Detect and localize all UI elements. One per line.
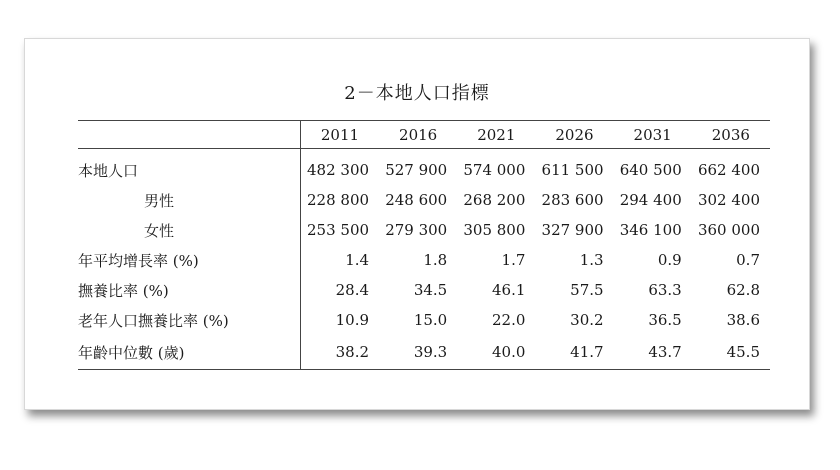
cell-value: 43.7 bbox=[614, 335, 692, 370]
cell-value: 38.6 bbox=[726, 311, 760, 329]
cell-value: 0.7 bbox=[736, 251, 760, 269]
table-title: 2－本地人口指標 bbox=[344, 83, 490, 104]
cell-value: 1.8 bbox=[423, 251, 448, 269]
cell-value: 46.1 bbox=[491, 281, 526, 299]
cell-value: 302 400 bbox=[697, 191, 760, 209]
cell-value: 0.9 bbox=[657, 251, 682, 269]
cell-value: 30.2 bbox=[570, 311, 604, 329]
row-label: 老年人口撫養比率 (%) bbox=[78, 305, 300, 335]
cell-value: 253 500 bbox=[307, 221, 370, 239]
table-row bbox=[78, 149, 770, 186]
header-year: 2026 bbox=[535, 121, 613, 149]
table-row bbox=[78, 275, 770, 305]
header-year: 2016 bbox=[379, 121, 457, 149]
row-label: 撫養比率 (%) bbox=[78, 275, 300, 305]
cell-value: 1.7 bbox=[501, 251, 526, 269]
cell-value: 527 900 bbox=[385, 161, 448, 179]
table-row bbox=[78, 185, 770, 215]
cell-value: 63.3 bbox=[648, 281, 682, 299]
cell-value: 305 800 bbox=[463, 221, 526, 239]
table-row bbox=[78, 215, 770, 245]
cell-value: 360 000 bbox=[697, 221, 760, 239]
table-row bbox=[78, 305, 770, 335]
cell-value: 640 500 bbox=[619, 161, 682, 179]
table-row bbox=[78, 335, 770, 370]
cell-value: 39.3 bbox=[379, 335, 457, 370]
cell-value: 482 300 bbox=[307, 161, 370, 179]
cell-value: 41.7 bbox=[535, 335, 613, 370]
row-label: 本地人口 bbox=[78, 149, 300, 186]
cell-value: 279 300 bbox=[385, 221, 448, 239]
header-year: 2031 bbox=[614, 121, 692, 149]
row-label: 年齡中位數 (歲) bbox=[78, 335, 300, 370]
header-year: 2021 bbox=[457, 121, 535, 149]
cell-value: 346 100 bbox=[619, 221, 682, 239]
table-row bbox=[78, 245, 770, 275]
cell-value: 36.5 bbox=[648, 311, 682, 329]
cell-value: 1.4 bbox=[345, 251, 370, 269]
cell-value: 40.0 bbox=[457, 335, 535, 370]
cell-value: 34.5 bbox=[413, 281, 448, 299]
document-card bbox=[24, 38, 810, 410]
cell-value: 574 000 bbox=[463, 161, 526, 179]
cell-value: 28.4 bbox=[335, 281, 370, 299]
cell-value: 283 600 bbox=[541, 191, 604, 209]
cell-value: 10.9 bbox=[335, 311, 370, 329]
row-label: 女性 bbox=[78, 215, 300, 245]
cell-value: 662 400 bbox=[697, 161, 760, 179]
cell-value: 22.0 bbox=[491, 311, 526, 329]
table-header-row bbox=[78, 121, 770, 149]
row-label: 年平均增長率 (%) bbox=[78, 245, 300, 275]
header-year: 2011 bbox=[300, 121, 379, 149]
cell-value: 1.3 bbox=[579, 251, 604, 269]
header-year: 2036 bbox=[692, 121, 770, 149]
cell-value: 268 200 bbox=[463, 191, 526, 209]
cell-value: 57.5 bbox=[570, 281, 604, 299]
cell-value: 248 600 bbox=[385, 191, 448, 209]
row-label: 男性 bbox=[78, 185, 300, 215]
population-indicators-table bbox=[78, 120, 770, 370]
cell-value: 294 400 bbox=[619, 191, 682, 209]
header-label-cell bbox=[78, 121, 300, 149]
cell-value: 62.8 bbox=[726, 281, 760, 299]
cell-value: 15.0 bbox=[413, 311, 448, 329]
cell-value: 45.5 bbox=[692, 335, 770, 370]
cell-value: 611 500 bbox=[541, 161, 604, 179]
cell-value: 327 900 bbox=[541, 221, 604, 239]
cell-value: 38.2 bbox=[300, 335, 379, 370]
cell-value: 228 800 bbox=[307, 191, 370, 209]
